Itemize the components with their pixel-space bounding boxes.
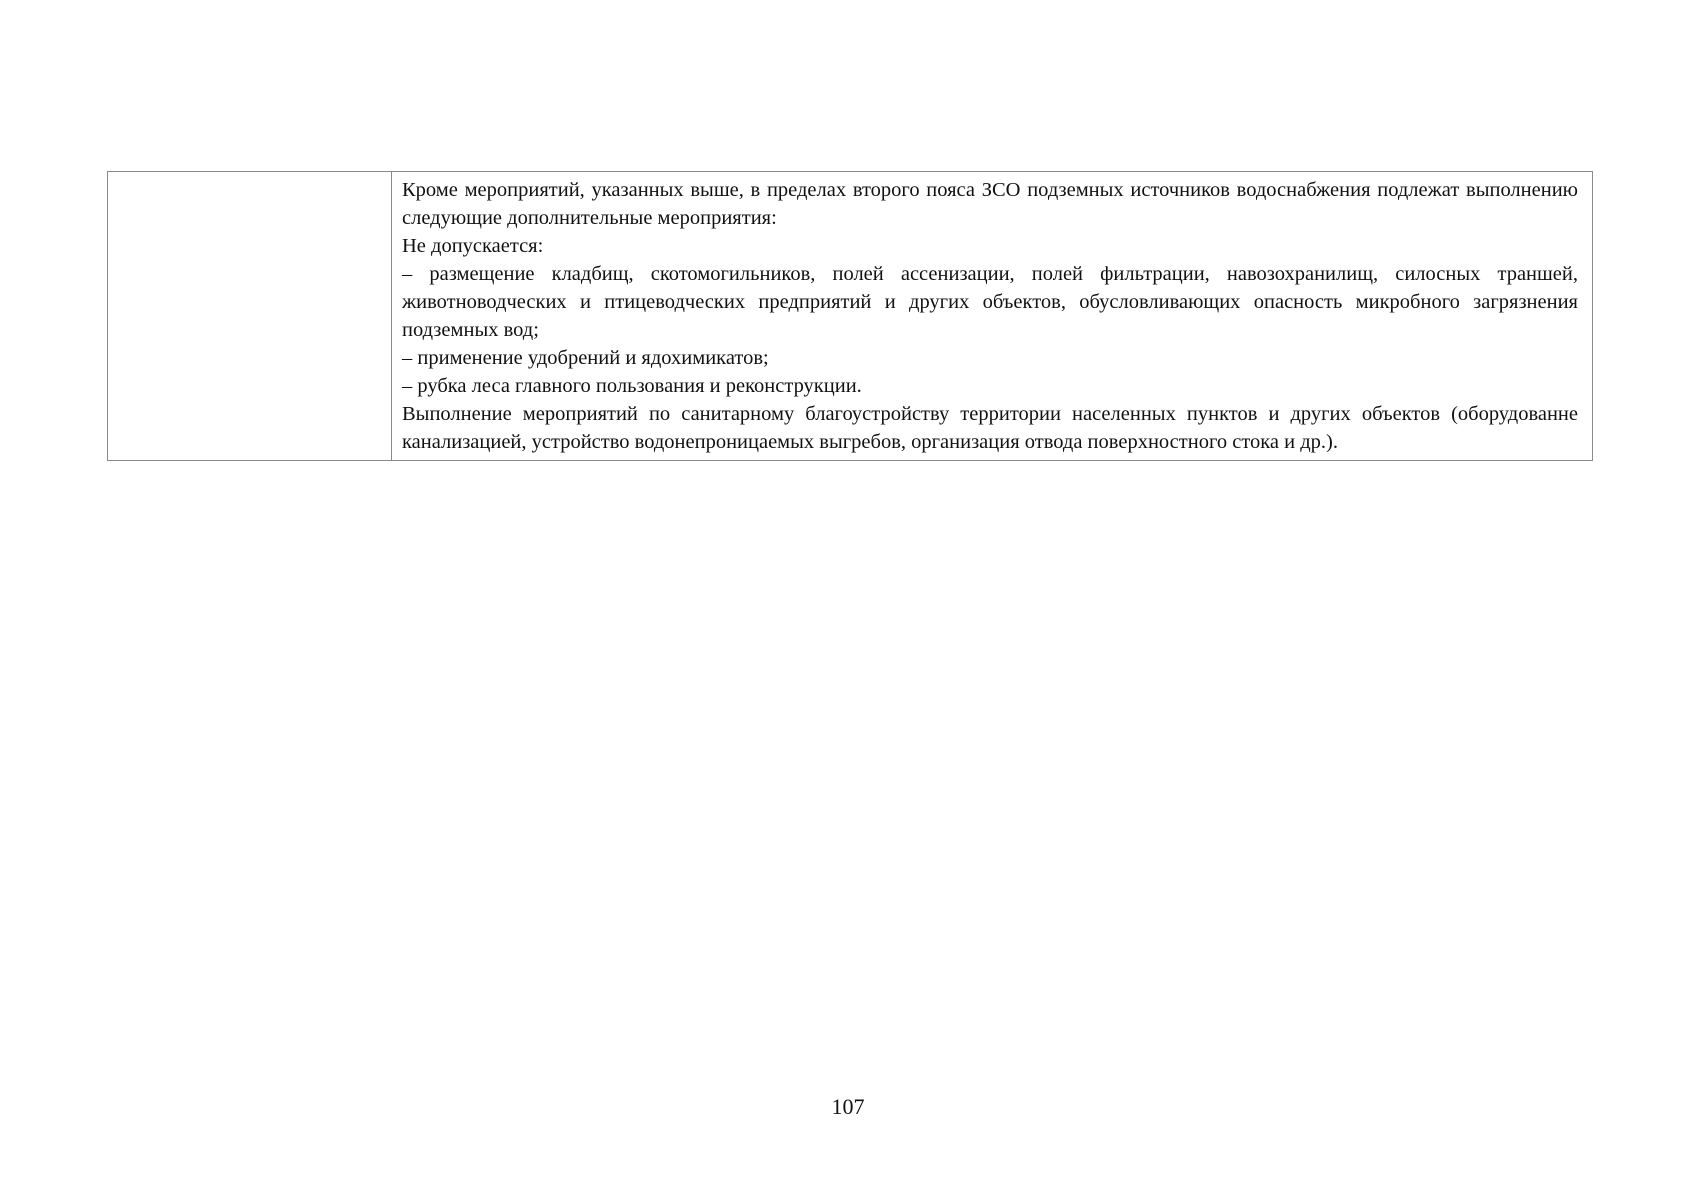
- intro-paragraph: Кроме мероприятий, указанных выше, в пределах второго пояса ЗСО подземных источников водоснабжения подлежат выполнению следующие дополнительные мероприятия:: [402, 179, 1578, 229]
- sanitary-measures-paragraph: Выполнение мероприятий по санитарному благоустройству территории населенных пунктов и других объектов (оборудованне канализацией, устройство водонепроницаемых выгребов, организация отвода поверхностного стока и др.).: [402, 403, 1578, 453]
- measures-text-cell: [392, 172, 1593, 461]
- page-number: 107: [831, 1094, 865, 1119]
- list-item: – рубка леса главного пользования и реконструкции.: [402, 375, 862, 397]
- empty-left-cell: [108, 172, 392, 461]
- list-item: – применение удобрений и ядохимикатов;: [402, 347, 769, 369]
- not-allowed-heading: Не допускается:: [402, 235, 544, 257]
- table-row: [108, 172, 1593, 461]
- list-item: – размещение кладбищ, скотомогильников, полей ассенизации, полей фильтрации, навозохранилищ, силосных траншей, животноводческих и птицеводческих предприятий и других объектов, обусловливающих опасность микробного загрязнения подземных вод;: [402, 263, 1578, 341]
- content-table: [107, 171, 1593, 461]
